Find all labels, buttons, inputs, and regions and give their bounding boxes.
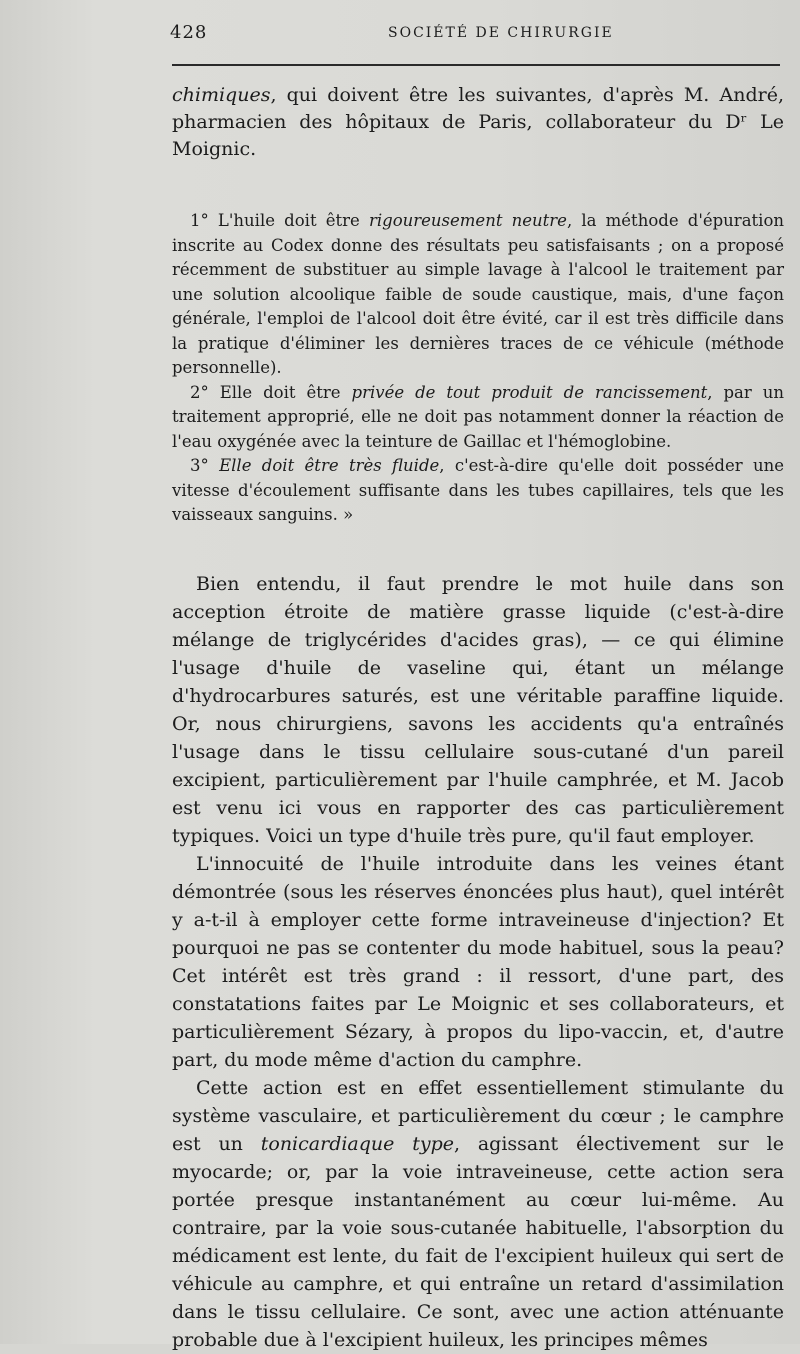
- requirement-2-lead: 2° Elle doit être: [190, 382, 352, 402]
- body-paragraph-3-text: , agissant électivement sur le myocarde; or, par la voie intraveineuse, cette action sera portée presque instantanément au cœur lui-même. Au contraire, par la voie sous-cutanée habituelle, l'absorption du médicament est lente, du fait de l'excipient huileux qui sert de véhicule au camphre, et qui entraîne un retard d'assimilation dans le tissu cellulaire. Ce sont, avec une action atténuante probable due à l'excipient huileux, les principes mêmes: [172, 1132, 785, 1351]
- page-header: [170, 22, 782, 46]
- requirement-1-text: , la méthode d'épuration inscrite au Codex donne des résultats peu satisfaisants ; on a proposé récemment de substituer au simple lavage à l'alcool le traitement par une solution alcoolique faible de soude caustique, mais, d'une façon générale, l'emploi de l'alcool doit être évité, car il est très difficile dans la pratique d'éliminer les dernières traces de ce véhicule (méthode personnelle).: [172, 211, 784, 377]
- lead-italic: chimiques: [172, 84, 271, 106]
- requirement-3-lead: 3°: [190, 456, 220, 475]
- page-number: 428: [170, 22, 208, 43]
- lead-paragraph: [172, 82, 784, 163]
- running-title: SOCIÉTÉ DE CHIRURGIE: [388, 25, 614, 41]
- header-rule: [172, 64, 780, 66]
- requirement-2-text: , par un traitement approprié, elle ne doit pas notamment donner la réaction de l'eau oxygénée avec la teinture de Gaillac et l'hémoglobine.: [172, 382, 784, 451]
- requirement-2-emphasis: privée de tout produit de rancissement: [351, 382, 708, 402]
- lead-text: , qui doivent être les suivantes, d'après M. André, pharmacien des hôpitaux de Paris, collaborateur du Dʳ Le Moignic.: [172, 84, 784, 160]
- requirement-3-text: , c'est-à-dire qu'elle doit posséder une vitesse d'écoulement suffisante dans les tubes capillaires, tels que les vaisseaux sanguins. »: [172, 456, 785, 524]
- page-content: [172, 82, 784, 1354]
- requirement-3-emphasis: Elle doit être très fluide: [219, 456, 440, 475]
- body-paragraph-3-emphasis: tonicardiaque type: [260, 1132, 454, 1155]
- body-paragraph-1: Bien entendu, il faut prendre le mot huile dans son acception étroite de matière grasse liquide (c'est-à-dire mélange de triglycérides d'acides gras), — ce qui élimine l'usage d'huile de vaseline qui, étant un mélange d'hydrocarbures saturés, est une véritable paraffine liquide. Or, nous chirurgiens, savons les accidents qu'a entraînés l'usage dans le tissu cellulaire sous-cutané d'un pareil excipient, particulièrement par l'huile camphrée, et M. Jacob est venu ici vous en rapporter des cas particulièrement typiques. Voici un type d'huile très pure, qu'il faut employer.: [172, 572, 784, 847]
- requirement-1-emphasis: rigoureusement neutre: [368, 211, 567, 230]
- body-paragraph-3-lead: Cette action est en effet essentiellement stimulante du système vasculaire, et particulièrement du cœur ; le camphre est un: [172, 1076, 784, 1155]
- requirement-3: [172, 454, 784, 528]
- requirement-1: [172, 209, 784, 381]
- body-paragraph-3: [172, 1074, 784, 1354]
- body-paragraph-2: L'innocuité de l'huile introduite dans les veines étant démontrée (sous les réserves énoncées plus haut), quel intérêt y a-t-il à employer cette forme intraveineuse d'injection? Et pourquoi ne pas se contenter du mode habituel, sous la peau? Cet intérêt est très grand : il ressort, d'une part, des constatations faites par Le Moignic et ses collaborateurs, et particulièrement Sézary, à propos du lipo-vaccin, et, d'autre part, du mode même d'action du camphre.: [172, 852, 784, 1071]
- requirement-2: [172, 381, 784, 455]
- quoted-requirements: [172, 209, 784, 528]
- body-text: [172, 570, 784, 1354]
- requirement-1-lead: 1° L'huile doit être: [190, 211, 369, 230]
